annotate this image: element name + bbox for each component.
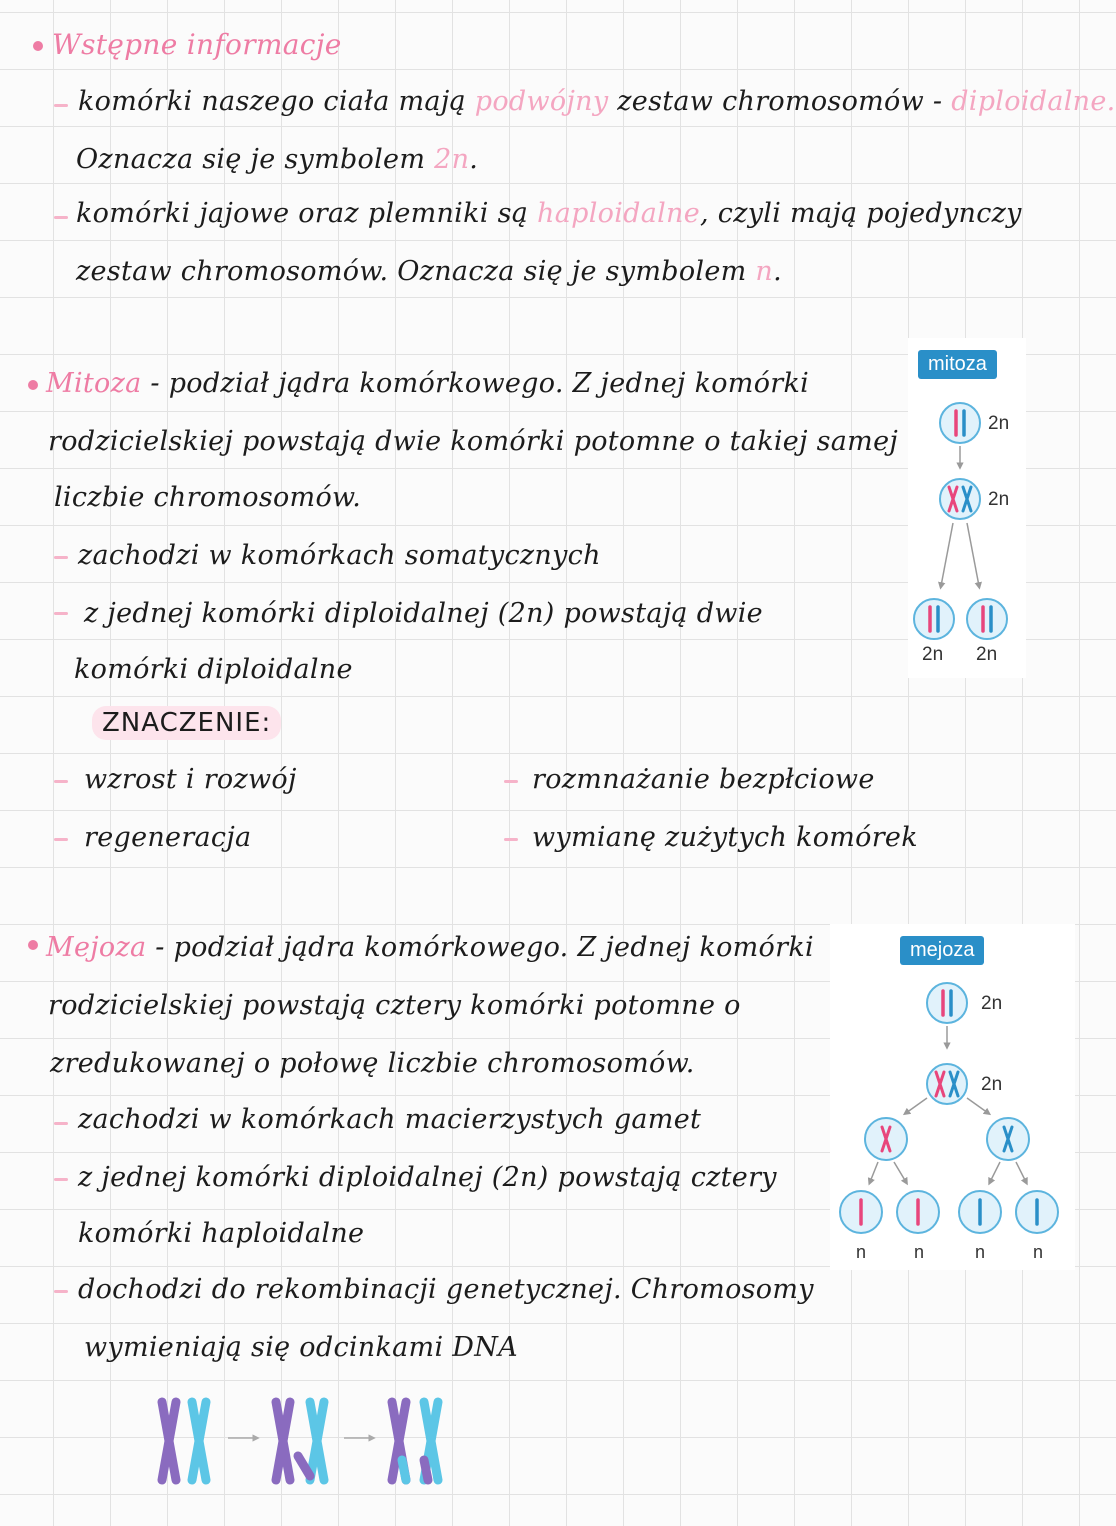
mitosis-right-label: 2n xyxy=(976,644,998,665)
meiosis-diagram xyxy=(830,972,1075,1272)
intro-line-3: komórki jajowe oraz plemniki są haploidalne, czyli mają pojedynczy xyxy=(76,198,1022,229)
meiosis-point-1: zachodzi w komórkach macierzystych gamet xyxy=(78,1104,702,1135)
mitosis-point-1: zachodzi w komórkach somatycznych xyxy=(78,540,601,571)
mitosis-replicated-cell xyxy=(940,479,980,519)
dash-marker xyxy=(504,780,518,783)
significance-item-replacement: wymianę zużytych komórek xyxy=(532,822,918,853)
intro-line-1: komórki naszego ciała mają podwójny zestaw chromosomów - diploidalne. xyxy=(78,86,1116,117)
mitosis-badge: mitoza xyxy=(918,350,997,379)
mitosis-daughter-cell xyxy=(967,599,1007,639)
meiosis-top-label: 2n xyxy=(981,993,1003,1014)
bullet-dot xyxy=(28,940,38,950)
mitosis-point-2a: z jednej komórki diploidalnej (2n) powstają dwie xyxy=(84,598,763,629)
significance-item-regeneration: regeneracja xyxy=(84,822,252,853)
bullet-dot xyxy=(28,380,38,390)
chromosome-pair-after xyxy=(392,1402,438,1480)
mitosis-mid-label: 2n xyxy=(988,489,1010,510)
mitosis-arrow xyxy=(941,523,953,586)
significance-item-asexual: rozmnażanie bezpłciowe xyxy=(532,764,875,795)
meiosis-term: Mejoza xyxy=(46,932,147,963)
dash-marker xyxy=(504,838,518,841)
meiosis-gamete-label: n xyxy=(914,1242,925,1262)
significance-label: ZNACZENIE: xyxy=(92,706,281,740)
meiosis-point-3b: wymieniają się odcinkami DNA xyxy=(84,1332,518,1363)
dash-marker xyxy=(54,1178,68,1181)
mitosis-top-label: 2n xyxy=(988,413,1010,434)
mitosis-point-2b: komórki diploidalne xyxy=(74,654,353,685)
meiosis-arrow xyxy=(1016,1162,1026,1182)
meiosis-gamete-cell xyxy=(959,1191,1001,1233)
chromosome-pair-crossing xyxy=(276,1402,324,1480)
intro-line-2: Oznacza się je symbolem 2n. xyxy=(76,144,479,175)
meiosis-arrow xyxy=(967,1098,988,1113)
meiosis-badge: mejoza xyxy=(900,936,984,965)
meiosis-definition-line-2: rodzicielskiej powstają cztery komórki potomne o xyxy=(48,990,741,1021)
mitosis-left-label: 2n xyxy=(922,644,944,665)
meiosis-parent-cell xyxy=(927,983,967,1023)
mitosis-definition-line-1: Mitoza - podział jądra komórkowego. Z jednej komórki xyxy=(46,368,810,399)
mitosis-arrow xyxy=(967,523,979,586)
intro-heading: Wstępne informacje xyxy=(52,28,342,61)
meiosis-definition-line-1: Mejoza - podział jądra komórkowego. Z jednej komórki xyxy=(46,932,814,963)
crossing-over-illustration xyxy=(148,1390,468,1500)
dash-marker xyxy=(54,612,68,615)
dash-marker xyxy=(54,1290,68,1293)
meiosis-secondary-cell xyxy=(865,1118,907,1160)
mitosis-parent-cell xyxy=(940,403,980,443)
mitosis-term: Mitoza xyxy=(46,368,142,399)
chromosome-pair-before xyxy=(162,1402,206,1480)
dash-marker xyxy=(54,216,68,219)
meiosis-gamete-cell xyxy=(840,1191,882,1233)
meiosis-gamete-cell xyxy=(897,1191,939,1233)
mitosis-definition-line-3: liczbie chromosomów. xyxy=(54,482,362,513)
bullet-dot xyxy=(33,41,43,51)
meiosis-arrow xyxy=(870,1162,878,1182)
meiosis-definition-line-3: zredukowanej o połowę liczbie chromosomów. xyxy=(50,1048,695,1079)
intro-line-4: zestaw chromosomów. Oznacza się je symbolem n. xyxy=(76,256,782,287)
meiosis-gamete-cell xyxy=(1016,1191,1058,1233)
dash-marker xyxy=(54,1122,68,1125)
dash-marker xyxy=(54,104,68,107)
mitosis-diagram xyxy=(905,390,1035,680)
mitosis-daughter-cell xyxy=(914,599,954,639)
dash-marker xyxy=(54,780,68,783)
meiosis-gamete-label: n xyxy=(1033,1242,1044,1262)
meiosis-mid-label: 2n xyxy=(981,1074,1003,1095)
meiosis-gamete-label: n xyxy=(975,1242,986,1262)
meiosis-arrow xyxy=(906,1098,927,1113)
dash-marker xyxy=(54,838,68,841)
mitosis-definition-line-2: rodzicielskiej powstają dwie komórki potomne o takiej samej xyxy=(48,426,899,457)
meiosis-gamete-label: n xyxy=(856,1242,867,1262)
meiosis-point-2a: z jednej komórki diploidalnej (2n) powstają cztery xyxy=(78,1162,777,1193)
significance-item-growth: wzrost i rozwój xyxy=(84,764,297,795)
meiosis-secondary-cell xyxy=(987,1118,1029,1160)
dash-marker xyxy=(54,556,68,559)
meiosis-point-3a: dochodzi do rekombinacji genetycznej. Chromosomy xyxy=(78,1274,814,1305)
meiosis-replicated-cell xyxy=(927,1064,967,1104)
meiosis-arrow xyxy=(990,1162,1000,1182)
meiosis-arrow xyxy=(894,1162,906,1182)
meiosis-point-2b: komórki haploidalne xyxy=(78,1218,365,1249)
